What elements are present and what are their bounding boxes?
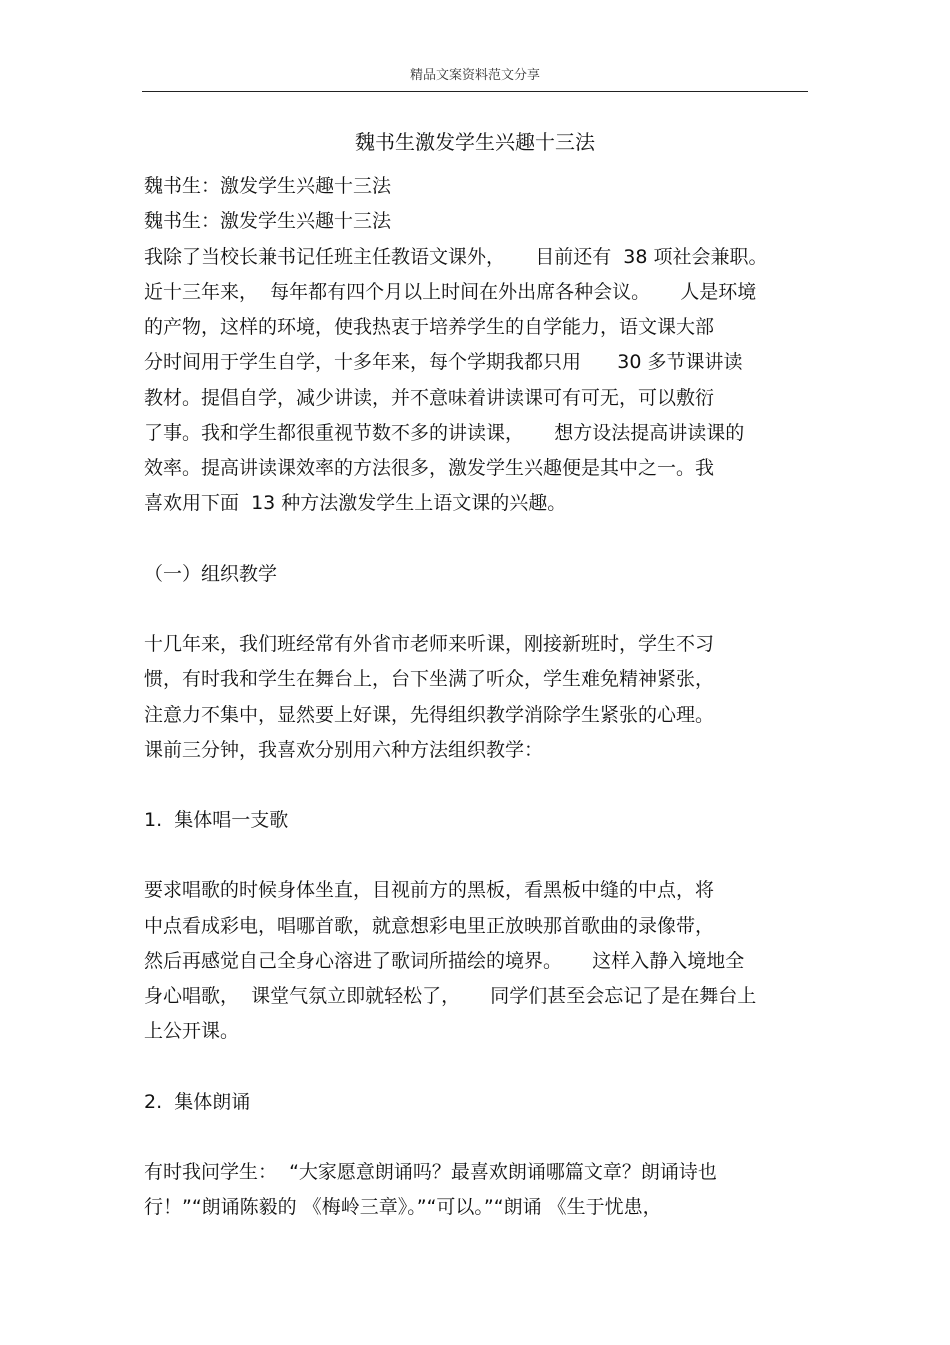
paragraph-line: 我除了当校长兼书记任班主任教语文课外， 目前还有 38 项社会兼职。 [144, 246, 768, 268]
header-rule [142, 91, 808, 92]
item-heading: 2. 集体朗诵 [144, 1091, 251, 1113]
paragraph-line: 身心唱歌， 课堂气氛立即就轻松了， 同学们甚至会忘记了是在舞台上 [144, 985, 757, 1007]
paragraph-line: 效率。提高讲读课效率的方法很多，激发学生兴趣便是其中之一。我 [144, 457, 715, 479]
paragraph-line: 有时我问学生： “大家愿意朗诵吗？最喜欢朗诵哪篇文章？朗诵诗也 [144, 1161, 717, 1183]
paragraph-line: 行！”“朗诵陈毅的 《梅岭三章》。”“可以。”“朗诵 《生于忧患， [144, 1196, 662, 1218]
paragraph-line: 近十三年来， 每年都有四个月以上时间在外出席各种会议。 人是环境 [144, 281, 757, 303]
paragraph-line: 上公开课。 [144, 1020, 240, 1042]
paragraph-line: 教材。提倡自学，减少讲读，并不意味着讲读课可有可无，可以敷衍 [144, 387, 715, 409]
paragraph-line: 惯，有时我和学生在舞台上，台下坐满了听众，学生难免精神紧张， [144, 668, 715, 690]
paragraph-line: 十几年来，我们班经常有外省市老师来听课，刚接新班时，学生不习 [144, 633, 715, 655]
paragraph-line: 了事。我和学生都很重视节数不多的讲读课， 想方设法提高讲读课的 [144, 422, 745, 444]
page-header: 精品文案资料范文分享 [409, 68, 540, 83]
paragraph-line: 分时间用于学生自学，十多年来，每个学期我都只用 30 多节课讲读 [144, 351, 743, 373]
item-heading: 1. 集体唱一支歌 [144, 809, 289, 831]
paragraph-line: 要求唱歌的时候身体坐直，目视前方的黑板，看黑板中缝的中点，将 [144, 879, 715, 901]
paragraph-line: 中点看成彩电，唱哪首歌，就意想彩电里正放映那首歌曲的录像带， [144, 915, 715, 937]
paragraph-line: 喜欢用下面 13 种方法激发学生上语文课的兴趣。 [144, 492, 567, 514]
paragraph-line: 注意力不集中，显然要上好课，先得组织教学消除学生紧张的心理。 [144, 704, 715, 726]
subtitle-line: 魏书生：激发学生兴趣十三法 [144, 175, 392, 197]
subtitle-line: 魏书生：激发学生兴趣十三法 [144, 210, 392, 232]
paragraph-line: 然后再感觉自己全身心溶进了歌词所描绘的境界。 这样入静入境地全 [144, 950, 745, 972]
document-title: 魏书生激发学生兴趣十三法 [355, 130, 595, 154]
section-heading: （一）组织教学 [144, 563, 278, 585]
paragraph-line: 的产物，这样的环境，使我热衷于培养学生的自学能力，语文课大部 [144, 316, 715, 338]
paragraph-line: 课前三分钟，我喜欢分别用六种方法组织教学： [144, 739, 544, 761]
